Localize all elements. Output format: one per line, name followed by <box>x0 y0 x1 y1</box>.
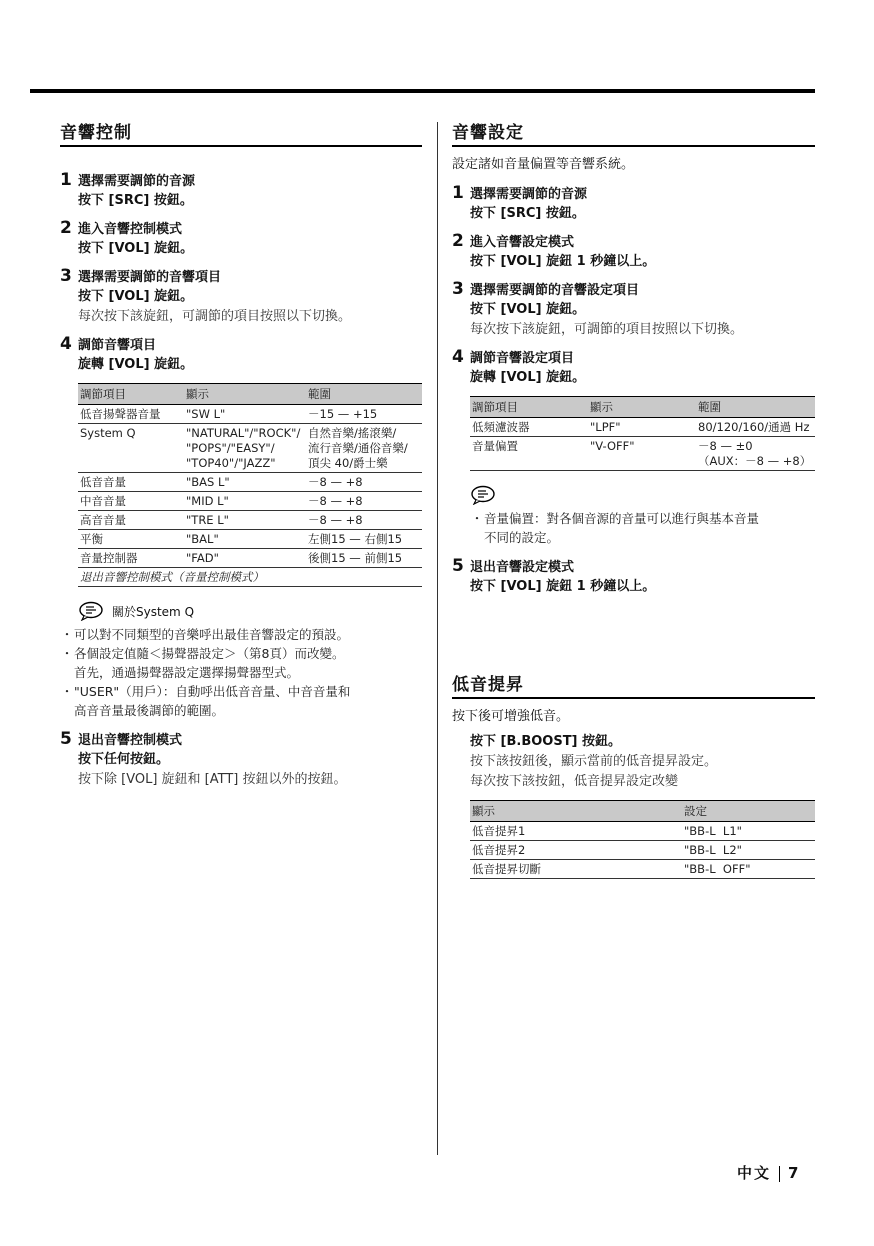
step <box>452 183 815 224</box>
audio-setup-table <box>470 396 815 471</box>
page-number: 7 <box>788 1164 801 1182</box>
step-action: 按下 [VOL] 旋鈕 1 秒鐘以上。 <box>470 579 656 594</box>
step-title: 選擇需要調節的音響項目 <box>78 270 222 285</box>
column-header: 顯示 <box>470 801 682 822</box>
table-cell: "SW L" <box>184 405 306 424</box>
note-item <box>60 644 422 682</box>
table-row-exit <box>78 568 422 587</box>
note-text: 各個設定值隨＜揚聲器設定＞（第8頁）而改變。 首先，通過揚聲器設定選擇揚聲器型式。 <box>74 646 345 680</box>
note-header <box>470 485 815 505</box>
step-number: 4 <box>452 347 464 367</box>
bass-boost-table <box>470 800 815 879</box>
page-footer <box>737 1162 800 1183</box>
step-description: 按下該按鈕後，顯示當前的低音提昇設定。 <box>470 754 718 769</box>
table-row <box>78 530 422 549</box>
step-action: 按下 [B.BOOST] 按鈕。 <box>470 734 622 749</box>
step <box>60 729 422 790</box>
table-row <box>78 424 422 473</box>
table-row <box>470 860 815 879</box>
note-item <box>60 625 422 644</box>
note-header <box>78 601 422 621</box>
column-header: 範圍 <box>696 397 815 418</box>
step <box>60 170 422 211</box>
table-cell: 低音提昇2 <box>470 841 682 860</box>
table-cell: 低頻濾波器 <box>470 418 588 437</box>
step <box>452 556 815 597</box>
note-icon <box>470 485 496 505</box>
table-cell: 中音音量 <box>78 492 184 511</box>
step-action: 按下 [VOL] 旋鈕。 <box>470 302 586 317</box>
top-rule <box>30 89 815 93</box>
note-text: 音量偏置：對各個音源的音量可以進行與基本音量 不同的設定。 <box>484 511 760 545</box>
step-title: 選擇需要調節的音源 <box>470 187 588 202</box>
step-number: 3 <box>452 279 464 299</box>
step-title: 進入音響控制模式 <box>78 222 183 237</box>
table-cell: －8 — +8 <box>306 473 422 492</box>
boost-instructions <box>452 732 815 792</box>
table-cell: －8 — ±0 （AUX：－8 — +8） <box>696 437 815 471</box>
step-description: 按下除 [VOL] 旋鈕和 [ATT] 按鈕以外的按鈕。 <box>78 772 347 787</box>
table-row <box>470 841 815 860</box>
step-action: 按下 [SRC] 按鈕。 <box>78 193 193 208</box>
table-cell: 後側15 — 前側15 <box>306 549 422 568</box>
step-title: 進入音響設定模式 <box>470 235 575 250</box>
note-list <box>60 625 422 720</box>
table-row <box>470 437 815 471</box>
note-text: 可以對不同類型的音樂呼出最佳音響設定的預設。 <box>74 627 350 642</box>
step-number: 2 <box>452 231 464 251</box>
section-title: 低音提昇 <box>452 670 815 699</box>
table-cell: System Q <box>78 424 184 473</box>
bass-boost-section <box>452 670 815 879</box>
column-header: 調節項目 <box>470 397 588 418</box>
column-divider <box>437 122 438 1155</box>
step-description: 每次按下該旋鈕，可調節的項目按照以下切換。 <box>470 322 744 337</box>
table-cell: "V-OFF" <box>588 437 696 471</box>
table-row <box>78 492 422 511</box>
step-action: 按下 [VOL] 旋鈕。 <box>78 241 194 256</box>
table-cell: 80/120/160/通過 Hz <box>696 418 815 437</box>
table-cell: 低音揚聲器音量 <box>78 405 184 424</box>
table-cell: 音量偏置 <box>470 437 588 471</box>
section-title: 音響控制 <box>60 118 422 147</box>
step-description: 每次按下該旋鈕，可調節的項目按照以下切換。 <box>78 309 352 324</box>
table-cell: 低音提昇1 <box>470 822 682 841</box>
table-cell: "TRE L" <box>184 511 306 530</box>
table-cell: 自然音樂/搖滾樂/ 流行音樂/通俗音樂/ 頂尖 40/爵士樂 <box>306 424 422 473</box>
bullet: ・ <box>60 627 74 642</box>
step-title: 退出音響設定模式 <box>470 560 575 575</box>
bullet: ・ <box>60 684 74 699</box>
table-cell: "BB-L OFF" <box>682 860 815 879</box>
table-cell: 音量控制器 <box>78 549 184 568</box>
note-icon <box>78 601 104 621</box>
step-action: 旋轉 [VOL] 旋鈕。 <box>470 370 586 385</box>
table-row <box>78 473 422 492</box>
table-cell: "LPF" <box>588 418 696 437</box>
step-number: 4 <box>60 334 72 354</box>
step <box>452 231 815 272</box>
step-title: 選擇需要調節的音響設定項目 <box>470 283 640 298</box>
step-number: 1 <box>60 170 72 190</box>
step-title: 選擇需要調節的音源 <box>78 174 196 189</box>
table-cell: 左側15 — 右側15 <box>306 530 422 549</box>
table-cell: －15 — +15 <box>306 405 422 424</box>
table-cell: "NATURAL"/"ROCK"/ "POPS"/"EASY"/ "TOP40"/"JAZZ" <box>184 424 306 473</box>
step-action: 按下 [SRC] 按鈕。 <box>470 206 585 221</box>
section-title: 音響設定 <box>452 118 815 147</box>
section-intro: 設定諸如音量偏置等音響系統。 <box>452 157 635 172</box>
step-title: 調節音響項目 <box>78 338 157 353</box>
column-header: 設定 <box>682 801 815 822</box>
step-number: 2 <box>60 218 72 238</box>
note-item <box>60 682 422 720</box>
audio-control-section <box>60 118 422 790</box>
step-action: 按下 [VOL] 旋鈕 1 秒鐘以上。 <box>470 254 656 269</box>
table-cell: －8 — +8 <box>306 492 422 511</box>
table-row <box>78 549 422 568</box>
column-header: 顯示 <box>588 397 696 418</box>
note-text: "USER"（用戶）：自動呼出低音音量、中音音量和 高音音量最後調節的範圍。 <box>74 684 351 718</box>
step <box>60 266 422 327</box>
table-row <box>470 822 815 841</box>
table-cell: "FAD" <box>184 549 306 568</box>
step-action: 旋轉 [VOL] 旋鈕。 <box>78 357 194 372</box>
step-number: 1 <box>452 183 464 203</box>
step-number: 3 <box>60 266 72 286</box>
step-number: 5 <box>452 556 464 576</box>
table-cell: "BAS L" <box>184 473 306 492</box>
bullet: ・ <box>470 511 484 526</box>
table-cell: 退出音響控制模式（音量控制模式） <box>78 568 422 587</box>
footer-language: 中文 <box>737 1164 772 1182</box>
table-cell: "BB-L L2" <box>682 841 815 860</box>
table-cell: －8 — +8 <box>306 511 422 530</box>
step-title: 退出音響控制模式 <box>78 733 183 748</box>
footer-separator <box>779 1166 780 1182</box>
table-cell: 高音音量 <box>78 511 184 530</box>
column-header: 調節項目 <box>78 384 184 405</box>
table-cell: 平衡 <box>78 530 184 549</box>
note-item <box>470 509 815 547</box>
table-cell: 低音音量 <box>78 473 184 492</box>
table-cell: "BAL" <box>184 530 306 549</box>
step <box>452 347 815 388</box>
column-header: 範圍 <box>306 384 422 405</box>
step <box>452 279 815 340</box>
step-action: 按下 [VOL] 旋鈕。 <box>78 289 194 304</box>
step <box>60 334 422 375</box>
table-cell: 低音提昇切斷 <box>470 860 682 879</box>
table-cell: "MID L" <box>184 492 306 511</box>
note-list <box>470 509 815 547</box>
table-row <box>78 405 422 424</box>
step-number: 5 <box>60 729 72 749</box>
audio-setup-section <box>452 118 815 597</box>
audio-control-table <box>78 383 422 587</box>
column-header: 顯示 <box>184 384 306 405</box>
note-title: 關於System Q <box>112 604 195 619</box>
section-intro: 按下後可增強低音。 <box>452 709 570 724</box>
table-row <box>78 511 422 530</box>
step <box>60 218 422 259</box>
step-description: 每次按下該按鈕，低音提昇設定改變 <box>470 774 679 789</box>
table-row <box>470 418 815 437</box>
table-cell: "BB-L L1" <box>682 822 815 841</box>
step-action: 按下任何按鈕。 <box>78 752 170 767</box>
step-title: 調節音響設定項目 <box>470 351 575 366</box>
bullet: ・ <box>60 646 74 661</box>
